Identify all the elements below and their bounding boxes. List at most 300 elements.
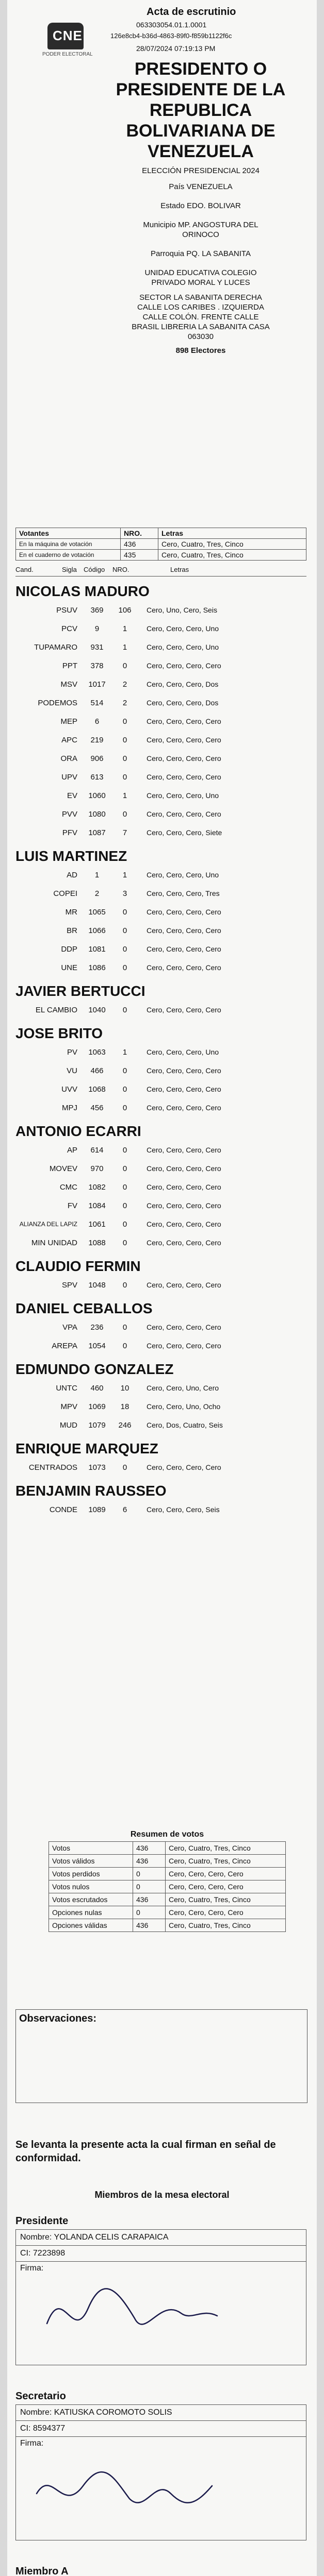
- party-row: [15, 903, 306, 921]
- resumen-nro: 436: [133, 1919, 166, 1932]
- party-sigla: EV: [67, 791, 77, 800]
- party-sigla: MPV: [60, 1402, 77, 1411]
- party-votos: 1: [122, 1047, 127, 1057]
- party-codigo: 1069: [88, 1402, 106, 1411]
- observaciones-box: [15, 2009, 307, 2103]
- parroquia: Parroquia PQ. LA SABANITA: [151, 249, 251, 258]
- party-votos: 0: [122, 809, 127, 819]
- party-votos: 0: [122, 1182, 127, 1192]
- party-sigla: AD: [67, 870, 77, 879]
- party-row: [15, 601, 306, 619]
- centro-line: PRIVADO MORAL Y LUCES: [151, 278, 250, 287]
- party-votos: 0: [122, 661, 127, 670]
- candidate-block: [15, 1360, 306, 1434]
- acta-hash: 126e8cb4-b36d-4863-89f0-f859b1122f6c: [110, 32, 232, 40]
- party-row: [15, 1159, 306, 1178]
- party-letras: Cero, Cero, Cero, Cero: [147, 1183, 221, 1191]
- party-votos: 0: [122, 772, 127, 782]
- party-votos: 0: [122, 717, 127, 726]
- party-sigla: PFV: [62, 828, 77, 837]
- resumen-votos: [48, 1830, 286, 1932]
- party-votos: 0: [122, 1341, 127, 1350]
- resumen-label: Votos nulos: [49, 1880, 133, 1893]
- party-votos: 0: [122, 963, 127, 972]
- party-row: [15, 958, 306, 977]
- resumen-letras: Cero, Cero, Cero, Cero: [166, 1906, 286, 1919]
- party-codigo: 1089: [88, 1505, 106, 1514]
- party-sigla: MR: [65, 907, 77, 917]
- party-row: [15, 1500, 306, 1519]
- centro-line: UNIDAD EDUCATIVA COLEGIO: [144, 268, 257, 277]
- party-sigla: AP: [67, 1145, 77, 1155]
- party-row: [15, 712, 306, 731]
- party-votos: 0: [122, 1066, 127, 1075]
- firma-label: Firma:: [20, 2264, 44, 2273]
- party-row: [15, 1178, 306, 1196]
- party-sigla: MPJ: [62, 1103, 77, 1112]
- party-votos: 1: [122, 791, 127, 800]
- member-signature-box: [15, 2437, 306, 2540]
- party-codigo: 1082: [88, 1182, 106, 1192]
- party-sigla: AREPA: [52, 1341, 77, 1350]
- party-letras: Cero, Cero, Cero, Tres: [147, 889, 220, 897]
- party-row: [15, 1233, 306, 1252]
- party-letras: Cero, Cero, Cero, Cero: [147, 1281, 221, 1289]
- member-section: [15, 2215, 306, 2365]
- candidate-name: JAVIER BERTUCCI: [15, 983, 145, 999]
- candidate-name: ANTONIO ECARRI: [15, 1123, 141, 1139]
- party-sigla: PSUV: [56, 605, 77, 615]
- table-row: [49, 1868, 286, 1880]
- party-sigla: BR: [67, 926, 77, 935]
- party-row: [15, 921, 306, 940]
- acta-datetime: 28/07/2024 07:19:13 PM: [136, 44, 216, 53]
- party-row: [15, 1215, 306, 1233]
- party-sigla: MUD: [59, 1420, 77, 1430]
- candidate-block: [15, 1299, 306, 1355]
- letras-col: Letras: [170, 566, 189, 573]
- direccion-line: CALLE LOS CARIBES . IZQUIERDA: [137, 303, 264, 312]
- party-row: [15, 675, 306, 693]
- party-codigo: 1084: [88, 1201, 106, 1210]
- party-votos: 1: [122, 642, 127, 652]
- party-codigo: 613: [90, 772, 104, 782]
- party-codigo: 906: [90, 754, 104, 763]
- party-sigla: UVV: [61, 1084, 77, 1094]
- party-letras: Cero, Cero, Cero, Cero: [147, 717, 221, 725]
- party-letras: Cero, Cero, Cero, Cero: [147, 1239, 221, 1247]
- party-sigla: MEP: [60, 717, 77, 726]
- handwritten-signature: [16, 2437, 307, 2540]
- party-letras: Cero, Cero, Cero, Cero: [147, 908, 221, 916]
- pais: País VENEZUELA: [169, 182, 233, 191]
- centro: [100, 268, 301, 287]
- party-letras: Cero, Dos, Cuatro, Seis: [147, 1421, 223, 1429]
- party-sigla: UNTC: [56, 1383, 77, 1393]
- party-letras: Cero, Cero, Cero, Cero: [147, 736, 221, 744]
- member-section: [15, 2566, 306, 2576]
- acta-code: 063303054.01.1.0001: [136, 21, 207, 29]
- party-letras: Cero, Cero, Cero, Cero: [147, 1066, 221, 1075]
- candidate-block: [15, 1257, 306, 1294]
- party-codigo: 1061: [88, 1219, 106, 1229]
- party-row: [15, 731, 306, 749]
- candidate-name: EDMUNDO GONZALEZ: [15, 1361, 174, 1377]
- party-letras: Cero, Cero, Cero, Cero: [147, 926, 221, 935]
- party-sigla: VPA: [62, 1323, 77, 1332]
- party-votos: 1: [122, 624, 127, 633]
- party-sigla: PODEMOS: [38, 698, 77, 707]
- party-sigla: MOVEV: [49, 1164, 77, 1173]
- party-letras: Cero, Cero, Cero, Siete: [147, 828, 222, 837]
- party-row: [15, 749, 306, 768]
- party-letras: Cero, Cero, Cero, Cero: [147, 945, 221, 953]
- resumen-title: Resumen de votos: [130, 1830, 204, 1839]
- party-letras: Cero, Cero, Cero, Seis: [147, 1505, 220, 1514]
- resumen-label: Votos perdidos: [49, 1868, 133, 1880]
- votantes-header: Votantes: [16, 528, 121, 539]
- party-codigo: 1060: [88, 791, 106, 800]
- table-row: [49, 1842, 286, 1855]
- party-row: [15, 786, 306, 805]
- municipio-line: Municipio MP. ANGOSTURA DEL: [143, 221, 258, 229]
- party-votos: 0: [122, 1463, 127, 1472]
- candidate-block: [15, 582, 306, 842]
- miembros-title: Miembros de la mesa electoral: [94, 2190, 230, 2200]
- party-codigo: 1063: [88, 1047, 106, 1057]
- party-codigo: 514: [90, 698, 104, 707]
- party-codigo: 9: [94, 624, 100, 633]
- party-sigla: UNE: [61, 963, 77, 972]
- party-sigla: PV: [67, 1047, 77, 1057]
- direccion-line: SECTOR LA SABANITA DERECHA: [139, 293, 262, 302]
- resumen-letras: Cero, Cero, Cero, Cero: [166, 1868, 286, 1880]
- member-name: Nombre: YOLANDA CELIS CARAPAICA: [15, 2229, 306, 2246]
- party-row: [15, 1416, 306, 1434]
- party-codigo: 1065: [88, 907, 106, 917]
- party-sigla: FV: [67, 1201, 77, 1210]
- party-letras: Cero, Cero, Uno, Ocho: [147, 1402, 221, 1411]
- resumen-letras: Cero, Cuatro, Tres, Cinco: [166, 1855, 286, 1868]
- candidate-block: [15, 847, 306, 977]
- party-letras: Cero, Cero, Cero, Dos: [147, 680, 219, 688]
- member-name: Nombre: KATIUSKA COROMOTO SOLIS: [15, 2404, 306, 2421]
- table-row: [49, 1855, 286, 1868]
- party-votos: 7: [122, 828, 127, 837]
- party-row: [15, 1379, 306, 1397]
- party-votos: 0: [122, 907, 127, 917]
- party-letras: Cero, Cero, Cero, Cero: [147, 1463, 221, 1471]
- party-votos: 0: [122, 1323, 127, 1332]
- election-title-line: PRESIDENTO O: [134, 59, 267, 79]
- table-row: [49, 1919, 286, 1932]
- party-row: [15, 1098, 306, 1117]
- municipio-line: ORINOCO: [182, 230, 219, 239]
- party-codigo: 236: [90, 1323, 104, 1332]
- member-signature-box: [15, 2262, 306, 2365]
- party-codigo: 931: [90, 642, 104, 652]
- party-row: [15, 805, 306, 823]
- party-codigo: 1086: [88, 963, 106, 972]
- party-row: [15, 1397, 306, 1416]
- party-sigla: PCV: [61, 624, 77, 633]
- party-votos: 0: [122, 944, 127, 954]
- party-codigo: 1079: [88, 1420, 106, 1430]
- election-title: [100, 59, 301, 162]
- resumen-label: Votos: [49, 1842, 133, 1855]
- party-codigo: 1073: [88, 1463, 106, 1472]
- resumen-nro: 0: [133, 1880, 166, 1893]
- party-votos: 0: [122, 735, 127, 744]
- votantes-table: [15, 528, 306, 561]
- votantes-letras-header: Letras: [158, 528, 306, 539]
- party-codigo: 219: [90, 735, 104, 744]
- party-letras: Cero, Cero, Cero, Uno: [147, 871, 219, 879]
- votantes-nro: 435: [121, 550, 158, 561]
- party-votos: 6: [122, 1505, 127, 1514]
- party-letras: Cero, Cero, Cero, Cero: [147, 1323, 221, 1331]
- party-votos: 0: [122, 1280, 127, 1290]
- observaciones-label: Observaciones:: [19, 2013, 97, 2024]
- party-sigla: EL CAMBIO: [35, 1005, 77, 1014]
- party-letras: Cero, Cero, Cero, Cero: [147, 1164, 221, 1173]
- party-votos: 0: [122, 1238, 127, 1247]
- party-sigla: DDP: [61, 944, 77, 954]
- party-votos: 2: [122, 680, 127, 689]
- party-sigla: SPV: [61, 1280, 77, 1290]
- party-codigo: 460: [90, 1383, 104, 1393]
- party-codigo: 1017: [88, 680, 106, 689]
- party-sigla: UPV: [61, 772, 77, 782]
- party-row: [15, 638, 306, 656]
- resumen-nro: 436: [133, 1893, 166, 1906]
- table-row: [49, 1906, 286, 1919]
- candidate-block: [15, 1024, 306, 1117]
- party-sigla: CMC: [59, 1182, 77, 1192]
- member-section: [15, 2391, 306, 2540]
- codigo-col: Código: [84, 566, 105, 573]
- candidate-name: DANIEL CEBALLOS: [15, 1300, 153, 1316]
- party-codigo: 614: [90, 1145, 104, 1155]
- election-title-line: BOLIVARIANA DE: [126, 121, 276, 141]
- party-votos: 0: [122, 1145, 127, 1155]
- party-sigla: CENTRADOS: [28, 1463, 77, 1472]
- party-votos: 3: [122, 889, 127, 898]
- candidate-name: JOSE BRITO: [15, 1025, 103, 1041]
- direccion-line: BRASIL LIBRERIA LA SABANITA CASA: [132, 323, 270, 331]
- resumen-letras: Cero, Cuatro, Tres, Cinco: [166, 1893, 286, 1906]
- party-sigla: CONDE: [49, 1505, 77, 1514]
- candidate-name: NICOLAS MADURO: [15, 583, 150, 599]
- party-row: [15, 1458, 306, 1477]
- votantes-label: En el cuaderno de votación: [16, 550, 121, 561]
- candidate-name: BENJAMIN RAUSSEO: [15, 1483, 167, 1499]
- nro-col: NRO.: [112, 566, 129, 573]
- table-row: [49, 1893, 286, 1906]
- party-sigla: MIN UNIDAD: [31, 1238, 77, 1247]
- party-letras: Cero, Cero, Cero, Cero: [147, 1146, 221, 1154]
- municipio: [100, 220, 301, 240]
- party-row: [15, 1318, 306, 1336]
- cne-logo: [38, 23, 105, 59]
- cne-logo-subtitle: PODER ELECTORAL: [42, 52, 93, 57]
- party-votos: 1: [122, 870, 127, 879]
- member-role: Secretario: [15, 2391, 66, 2402]
- party-row: [15, 823, 306, 842]
- party-letras: Cero, Cero, Cero, Cero: [147, 754, 221, 762]
- party-votos: 0: [122, 1005, 127, 1014]
- centro-code: 063030: [187, 332, 214, 341]
- votantes-label: En la máquina de votación: [16, 539, 121, 550]
- table-row: [16, 550, 306, 561]
- member-ci: CI: 8594377: [15, 2421, 306, 2437]
- party-letras: Cero, Cero, Cero, Uno: [147, 643, 219, 651]
- party-codigo: 1080: [88, 809, 106, 819]
- votantes-nro-header: NRO.: [121, 528, 158, 539]
- party-letras: Cero, Cero, Cero, Cero: [147, 1006, 221, 1014]
- party-codigo: 1088: [88, 1238, 106, 1247]
- resumen-table: [48, 1841, 286, 1932]
- party-votos: 0: [122, 1084, 127, 1094]
- candidate-name: CLAUDIO FERMIN: [15, 1258, 141, 1274]
- party-codigo: 1087: [88, 828, 106, 837]
- sigla-col: Sigla: [62, 566, 77, 573]
- party-codigo: 1: [94, 870, 100, 879]
- party-row: [15, 884, 306, 903]
- party-codigo: 970: [90, 1164, 104, 1173]
- party-row: [15, 1336, 306, 1355]
- party-sigla: COPEI: [53, 889, 77, 898]
- party-letras: Cero, Cero, Cero, Cero: [147, 810, 221, 818]
- party-sigla: TUPAMARO: [34, 642, 77, 652]
- party-votos: 0: [122, 754, 127, 763]
- election-title-line: VENEZUELA: [148, 142, 254, 161]
- table-row: [49, 1880, 286, 1893]
- party-codigo: 369: [90, 605, 104, 615]
- party-sigla: VU: [67, 1066, 77, 1075]
- eleccion-name: ELECCIÓN PRESIDENCIAL 2024: [142, 166, 260, 175]
- party-votos: 2: [122, 698, 127, 707]
- electores-count: 898 Electores: [175, 346, 226, 355]
- party-row: [15, 1061, 306, 1080]
- party-votos: 246: [118, 1420, 132, 1430]
- party-votos: 0: [122, 926, 127, 935]
- party-votos: 0: [122, 1219, 127, 1229]
- votantes-nro: 436: [121, 539, 158, 550]
- party-votos: 106: [118, 605, 132, 615]
- party-row: [15, 656, 306, 675]
- member-role: Presidente: [15, 2215, 69, 2227]
- party-row: [15, 1276, 306, 1294]
- party-codigo: 1054: [88, 1341, 106, 1350]
- estado: Estado EDO. BOLIVAR: [160, 201, 241, 210]
- party-letras: Cero, Uno, Cero, Seis: [147, 606, 217, 614]
- party-sigla: PPT: [62, 661, 77, 670]
- party-votos: 10: [120, 1383, 129, 1393]
- acta-paper: [7, 0, 317, 2576]
- party-row: [15, 1141, 306, 1159]
- party-letras: Cero, Cero, Cero, Cero: [147, 773, 221, 781]
- candidates-header: [15, 566, 306, 577]
- party-letras: Cero, Cero, Cero, Cero: [147, 1201, 221, 1210]
- candidate-block: [15, 1122, 306, 1252]
- votantes-letras: Cero, Cuatro, Tres, Cinco: [158, 539, 306, 550]
- party-letras: Cero, Cero, Cero, Cero: [147, 1220, 221, 1228]
- resumen-nro: 0: [133, 1868, 166, 1880]
- candidate-block: [15, 1482, 306, 1519]
- party-letras: Cero, Cero, Cero, Uno: [147, 624, 219, 633]
- resumen-label: Votos escrutados: [49, 1893, 133, 1906]
- candidate-name: ENRIQUE MARQUEZ: [15, 1440, 158, 1456]
- candidate-block: [15, 1439, 306, 1477]
- party-codigo: 1068: [88, 1084, 106, 1094]
- party-letras: Cero, Cero, Cero, Uno: [147, 1048, 219, 1056]
- resumen-label: Opciones válidas: [49, 1919, 133, 1932]
- party-codigo: 1066: [88, 926, 106, 935]
- party-row: [15, 1043, 306, 1061]
- conformidad-text: Se levanta la presente acta la cual firman en señal de conformidad.: [15, 2139, 276, 2164]
- party-row: [15, 1080, 306, 1098]
- party-row: [15, 693, 306, 712]
- party-codigo: 1048: [88, 1280, 106, 1290]
- resumen-label: Votos válidos: [49, 1855, 133, 1868]
- party-letras: Cero, Cero, Cero, Dos: [147, 699, 219, 707]
- resumen-letras: Cero, Cuatro, Tres, Cinco: [166, 1919, 286, 1932]
- firma-label: Firma:: [20, 2439, 44, 2448]
- party-letras: Cero, Cero, Cero, Cero: [147, 1085, 221, 1093]
- party-row: [15, 1001, 306, 1019]
- election-title-line: PRESIDENTE DE LA: [116, 80, 286, 99]
- party-votos: 0: [122, 1201, 127, 1210]
- resumen-nro: 436: [133, 1855, 166, 1868]
- member-ci: CI: 7223898: [15, 2246, 306, 2262]
- party-votos: 0: [122, 1164, 127, 1173]
- candidate-block: [15, 982, 306, 1019]
- resumen-nro: 436: [133, 1842, 166, 1855]
- party-votos: 0: [122, 1103, 127, 1112]
- party-row: [15, 866, 306, 884]
- party-codigo: 1081: [88, 944, 106, 954]
- resumen-letras: Cero, Cuatro, Tres, Cinco: [166, 1842, 286, 1855]
- party-letras: Cero, Cero, Cero, Cero: [147, 963, 221, 972]
- party-row: [15, 619, 306, 638]
- party-row: [15, 768, 306, 786]
- party-sigla: MSV: [60, 680, 77, 689]
- party-row: [15, 1196, 306, 1215]
- cne-logo-text: CNE: [53, 28, 83, 43]
- party-codigo: 456: [90, 1103, 104, 1112]
- party-codigo: 1040: [88, 1005, 106, 1014]
- party-sigla: PVV: [61, 809, 77, 819]
- acta-title: Acta de escrutinio: [147, 6, 236, 18]
- resumen-nro: 0: [133, 1906, 166, 1919]
- table-row: [16, 539, 306, 550]
- candidate-name: LUIS MARTINEZ: [15, 848, 127, 864]
- party-codigo: 466: [90, 1066, 104, 1075]
- election-details: [100, 166, 301, 355]
- direccion-line: CALLE COLÓN. FRENTE CALLE: [142, 313, 259, 321]
- party-row: [15, 940, 306, 958]
- party-codigo: 6: [94, 717, 100, 726]
- party-codigo: 378: [90, 661, 104, 670]
- party-letras: Cero, Cero, Cero, Cero: [147, 662, 221, 670]
- party-codigo: 2: [94, 889, 100, 898]
- handwritten-signature: [16, 2262, 307, 2365]
- party-sigla: ORA: [60, 754, 77, 763]
- resumen-letras: Cero, Cero, Cero, Cero: [166, 1880, 286, 1893]
- party-letras: Cero, Cero, Cero, Cero: [147, 1104, 221, 1112]
- votantes-letras: Cero, Cuatro, Tres, Cinco: [158, 550, 306, 561]
